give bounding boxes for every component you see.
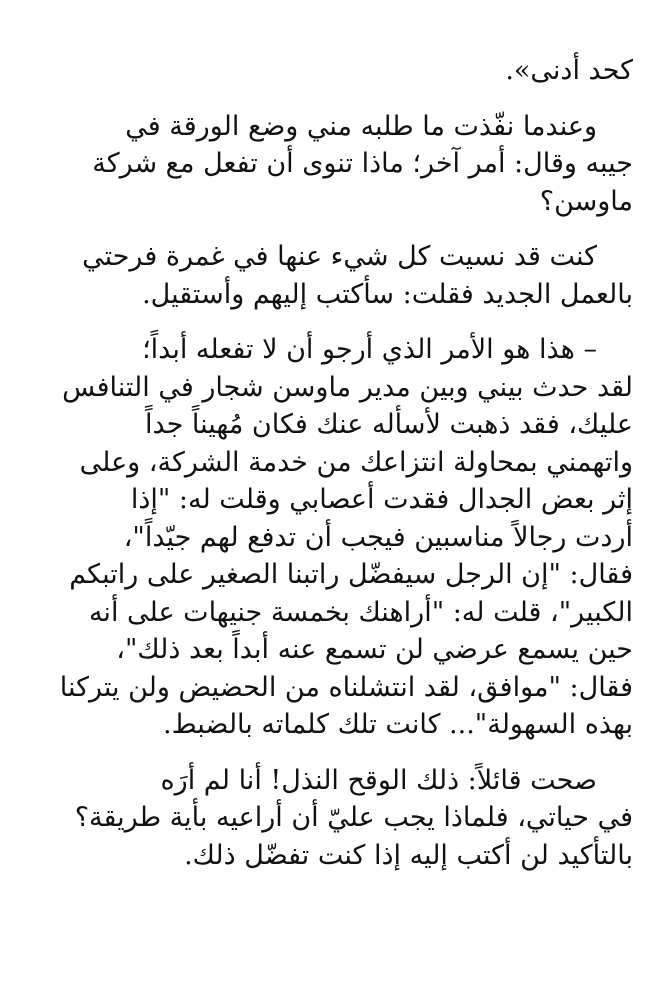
text-line: وعندما نفّذت ما طلبه مني وضع الورقة في [125,110,597,142]
text-line: واتهمني بمحاولة انتزاعك من خدمة الشركة، وعلى [79,446,633,478]
paragraph-4 [20,331,633,744]
text-line: ماوسن؟ [539,185,633,217]
body-text [20,52,633,874]
paragraph-1 [20,52,633,90]
text-line: فقال: "موافق، لقد انتشلناه من الحضيض ولن يتركنا [59,671,633,703]
paragraph-5 [20,762,633,875]
text-line: حين يسمع عرضي لن تسمع عنه أبداً بعد ذلك"، [116,634,633,665]
text-line: في حياتي، فلماذا يجب عليّ أن أراعيه بأية طريقة؟ [74,802,633,833]
text-line: عليك، فقد ذهبت لأسأله عنك فكان مُهيناً جداً [144,409,633,440]
text-line: لقد حدث بيني وبين مدير ماوسن شجار في التنافس [62,371,633,403]
text-line: إثر بعض الجدال فقدت أعصابي وقلت له: "إذا [130,484,633,515]
text-line: كحد أدنى». [505,55,633,86]
text-line: بالتأكيد لن أكتب إليه إذا كنت تفضّل ذلك. [184,839,633,871]
text-line: أردت رجالاً مناسبين فيجب أن تدفع لهم جيّداً"، [123,521,633,553]
text-line: كنت قد نسيت كل شيء عنها في غمرة فرحتي [82,241,597,272]
paragraph-3 [20,238,633,313]
paragraph-2 [20,108,633,221]
text-line: بالعمل الجديد فقلت: سأكتب إليهم وأستقيل. [142,278,633,310]
text-line: الكبير"، قلت له: "أراهنك بخمسة جنيهات على أنه [88,596,633,628]
text-line: – هذا هو الأمر الذي أرجو أن لا تفعله أبداً؛ [142,334,597,365]
text-line: جيبه وقال: أمر آخر؛ ماذا تنوى أن تفعل مع شركة [92,148,633,179]
text-line: بهذه السهولة"... كانت تلك كلماته بالضبط. [163,709,633,740]
text-line: صحت قائلاً: ذلك الوقح النذل! أنا لم أرَه [160,764,597,796]
text-line: فقال: "إن الرجل سيفضّل راتبنا الصغير على راتبكم [69,559,633,590]
